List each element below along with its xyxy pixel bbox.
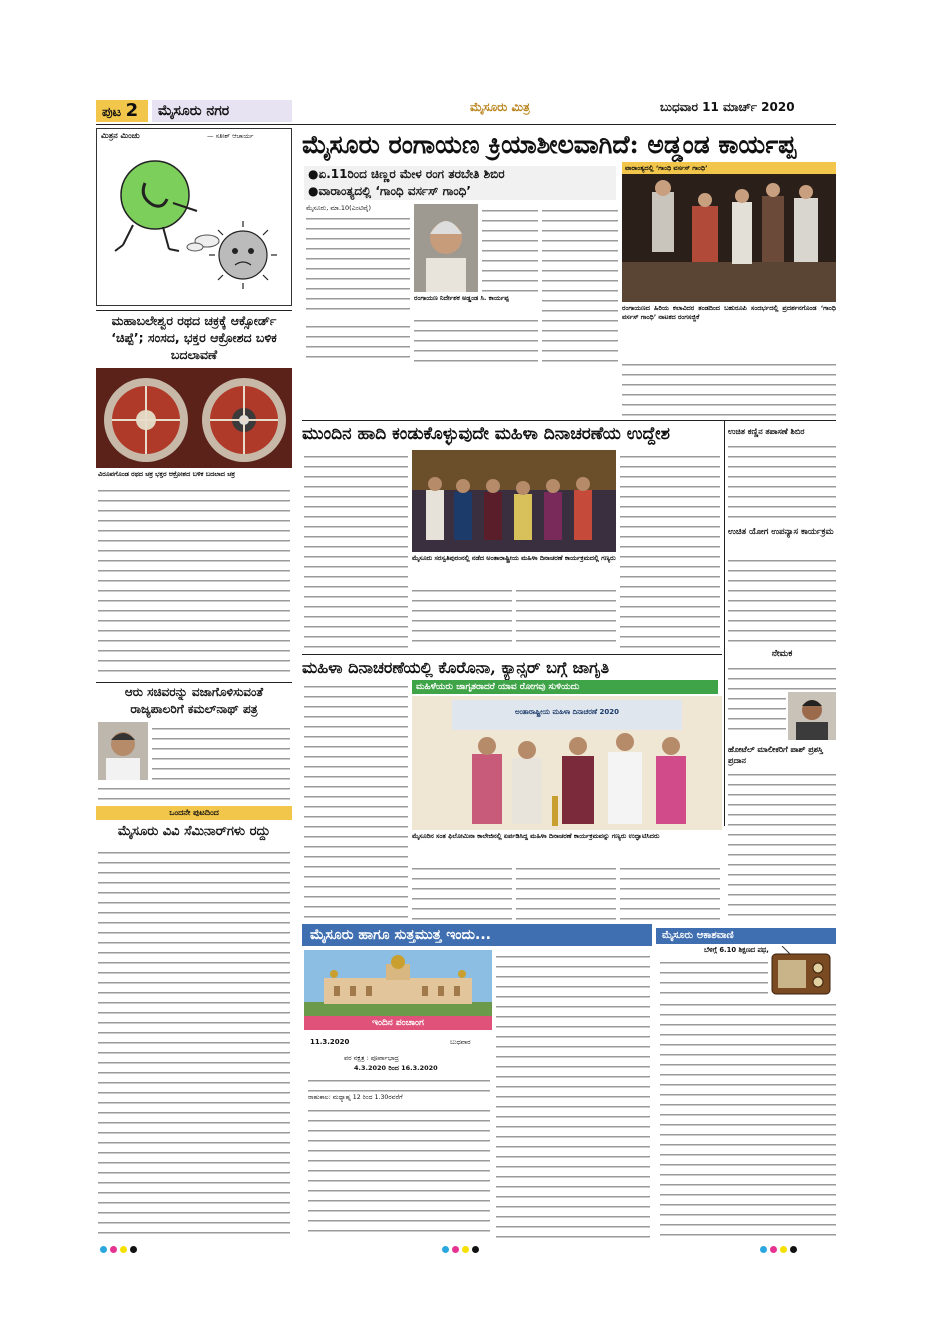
stage-group — [412, 450, 616, 552]
lead-headline: ಮೈಸೂರು ರಂಗಾಯಣ ಕ್ರಿಯಾಶೀಲವಾಗಿದೆ: ಅಡ್ಡಂಡ ಕಾರ್ಯಪ್ಪ — [302, 130, 797, 159]
seminar-body — [98, 846, 290, 1238]
politics-body-b — [98, 782, 152, 802]
chariot-wheels — [96, 368, 292, 468]
radio-first-line: ಬೆಳಿಗ್ಗೆ 6.10 ಶಿಕ್ಷಣದ ಪಥ, — [704, 946, 769, 954]
radio-listing-b — [660, 998, 836, 1238]
cancer-col-3 — [516, 862, 616, 920]
appointment-title: ನೇಮಕ — [771, 649, 793, 659]
lead-kicker-1: ●ಏ.11ರಿಂದ ಚಿಣ್ಣರ ಮೇಳ ರಂಗ ತರಬೇತಿ ಶಿಬಿರ — [308, 167, 505, 181]
event-banner-text: ಅಂತಾರಾಷ್ಟ್ರೀಯ ಮಹಿಳಾ ದಿನಾಚರಣೆ 2020 — [514, 708, 620, 716]
politics-mugshot — [98, 722, 148, 780]
cancer-photo-caption: ಮೈಸೂರಿನ ಸಂತ ಫಿಲೋಮಿನಾ ಕಾಲೇಜಿನಲ್ಲಿ ಏರ್ಪಡಿಸಿದ್ದ ಮಹಿಳಾ ದಿನಾಚರಣೆ ಕಾರ್ಯಕ್ರಮವನ್ನು ಗಣ್ಯರು ಉದ್ಘಾಟಿಸಿದರು — [412, 832, 660, 840]
lead-column-1b — [306, 320, 410, 364]
cartoon-drawing — [103, 143, 287, 303]
today-listing-2 — [496, 950, 650, 1238]
mahabaleshwar-headline: ಮಹಾಬಲೇಶ್ವರ ರಥದ ಚಕ್ರಕ್ಕೆ ಆಕ್ಸೋರ್ಡ್ ‘ಚಿಪ್ಪೆ’; ಸಂಸದ, ಭಕ್ತರ ಆಕ್ರೋಶದ ಬಳಿಕ ಬದಲಾವಣೆ — [111, 313, 277, 362]
seminar-headline: ಮೈಸೂರು ವಿವಿ ಸೆಮಿನಾರ್‌ಗಳು ರದ್ದು — [117, 824, 271, 839]
palace-photo — [304, 950, 492, 1016]
radio-title: ಮೈಸೂರು ಆಕಾಶವಾಣಿ — [656, 928, 836, 944]
politician-portrait — [98, 722, 148, 780]
appointee-photo — [788, 692, 836, 740]
panchanga-body — [308, 1074, 490, 1094]
appointment-body-a — [728, 662, 836, 690]
today-headline: ಮೈಸೂರು ಹಾಗೂ ಸುತ್ತಮುತ್ತ ಇಂದು... — [302, 924, 652, 946]
cancer-col-1 — [304, 680, 408, 920]
cancer-col-4 — [620, 862, 720, 920]
panchanga-date: 11.3.2020 — [310, 1038, 350, 1046]
lead-column-2a — [482, 204, 538, 292]
womens-day-col-2 — [412, 584, 512, 650]
panchanga-range: 4.3.2020 ರಿಂದ 16.3.2020 — [354, 1064, 438, 1072]
panchanga-nakshatra: ವರ ನಕ್ಷತ್ರ : ಪೂರ್ವಾಭಾದ್ರ — [344, 1054, 399, 1062]
chariot-wheel-photo — [96, 368, 292, 468]
today-listing-1 — [308, 1104, 490, 1238]
rule-left-1 — [96, 310, 292, 311]
continued-banner: ಒಂದನೇ ಪುಟದಿಂದ — [96, 806, 292, 820]
award-body — [728, 768, 836, 918]
eye-camp-body — [728, 440, 836, 522]
lecture-title: ಉಚಿತ ಯೋಗ ಉಪನ್ಯಾಸ ಕಾರ್ಯಕ್ರಮ — [728, 527, 834, 537]
award-title: ಹೋಟೆಲ್ ಮಾಲೀಕರಿಗೆ ಪಾಶ್ ಪ್ರಶಸ್ತಿ ಪ್ರದಾನ — [728, 745, 823, 765]
lead-byline: ಮೈಸೂರು, ಮಾ.10(ಎಂಟಿವೈ) — [306, 204, 372, 212]
rule-left-2 — [96, 682, 292, 683]
header-rule — [96, 124, 836, 125]
womens-day-col-1 — [304, 450, 408, 650]
appointee-portrait — [788, 692, 836, 740]
cartoon-title: ಮಿತ್ರನ ಮಿಂಚು — [101, 131, 140, 140]
lead-column-4 — [622, 358, 836, 418]
rule-mid-1 — [302, 420, 836, 421]
womens-day-col-3 — [516, 584, 616, 650]
lead-photo-caption: ರಂಗಾಯಣದ ಹಿರಿಯ ಕಲಾವಿದರ ತಂಡದಿಂದ ಬಹುರೂಪಿ ಸಂದರ್ಭದಲ್ಲಿ ಪ್ರದರ್ಶನಗೊಂಡ ‘ಗಾಂಧಿ ವರ್ಸಸ್ ಗಾಂಧಿ’ ನಾಟಕದ ರಂಗಸಜ್ಜಿಕೆ — [622, 304, 836, 321]
lead-mugshot — [414, 204, 478, 292]
chariot-photo-caption: ವಿರೂಪಗೊಂಡ ರಥದ ಚಕ್ರ ಭಕ್ತರ ಆಕ್ರೋಶದ ಬಳಿಕ ಬದಲಾದ ಚಕ್ರ — [98, 470, 235, 478]
womens-day-photo — [412, 450, 616, 552]
womens-day-caption: ಮೈಸೂರು ಸರಸ್ವತಿಪುರಂನಲ್ಲಿ ನಡೆದ ಅಂತಾರಾಷ್ಟ್ರೀಯ ಮಹಿಳಾ ದಿನಾಚರಣೆ ಕಾರ್ಯಕ್ರಮದಲ್ಲಿ ಗಣ್ಯರು — [412, 554, 616, 562]
cancer-photo — [412, 696, 722, 830]
section-title: ಮೈಸೂರು ನಗರ — [152, 100, 292, 122]
radio-listing-a — [660, 956, 768, 996]
womens-day-headline: ಮುಂದಿನ ಹಾದಿ ಕಂಡುಕೊಳ್ಳುವುದೇ ಮಹಿಳಾ ದಿನಾಚರಣೆಯ ಉದ್ದೇಶ — [302, 424, 670, 444]
color-registration-mid — [442, 1238, 482, 1257]
lead-kicker-2: ●ವಾರಾಂತ್ಯದಲ್ಲಿ ‘ಗಾಂಧಿ ವರ್ಸಸ್ ಗಾಂಧಿ’ — [308, 184, 471, 198]
cancer-headline: ಮಹಿಳಾ ದಿನಾಚರಣೆಯಲ್ಲಿ ಕೊರೊನಾ, ಕ್ಯಾನ್ಸರ್ ಬಗ್ಗೆ ಜಾಗೃತಿ — [302, 658, 610, 677]
page-number: 2 — [125, 100, 139, 121]
lead-kickers — [304, 166, 616, 200]
appointment-body-b — [728, 692, 786, 732]
color-registration-left — [100, 1238, 140, 1257]
rule-mid-2 — [302, 654, 722, 655]
masthead: ಮೈಸೂರು ಮಿತ್ರ — [470, 100, 530, 114]
lead-photo-tag: ವಾರಾಂತ್ಯದಲ್ಲಿ ‘ಗಾಂಧಿ ವರ್ಸಸ್ ಗಾಂಧಿ’ — [622, 162, 836, 174]
lead-column-2b — [414, 314, 538, 364]
mysore-palace — [304, 950, 492, 1016]
politics-body-a — [152, 722, 290, 802]
panchanga-rahukala: ರಾಹುಕಾಲ: ಮಧ್ಯಾಹ್ನ 12 ರಿಂದ 1.30ರವರೆಗೆ — [308, 1094, 403, 1101]
color-registration-right — [760, 1238, 800, 1257]
radio-icon — [770, 946, 832, 996]
cancer-col-2 — [412, 862, 512, 920]
lead-column-1 — [306, 212, 410, 318]
panchanga-weekday: ಬುಧವಾರ — [450, 1038, 471, 1046]
theatre-scene — [622, 162, 836, 302]
lead-mug-caption: ರಂಗಾಯಣ ನಿರ್ದೇಶಕ ಅಡ್ಡಂಡ ಸಿ. ಕಾರ್ಯಪ್ಪ — [414, 294, 509, 302]
lecture-body — [728, 554, 836, 644]
panchanga-title: ಇಂದಿನ ಪಂಚಾಂಗ — [304, 1016, 492, 1030]
page-label: ಪುಟ — [102, 105, 122, 120]
dateline: ಬುಧವಾರ 11 ಮಾರ್ಚ್ 2020 — [660, 100, 795, 114]
eye-camp-title: ಉಚಿತ ಕಣ್ಣಿನ ತಪಾಸಣೆ ಶಿಬಿರ — [728, 427, 805, 436]
mahabaleshwar-body — [98, 484, 290, 678]
lead-photo — [622, 162, 836, 302]
sidebar-rule — [724, 420, 725, 826]
womens-day-col-4 — [620, 450, 720, 650]
page-number-badge — [96, 100, 148, 122]
cartoon-author: — ಸತೀಶ್ ಆಚಾರ್ಯ — [207, 132, 254, 140]
politics-headline: ಆರು ಸಚಿವರನ್ನು ವಜಾಗೊಳಿಸುವಂತೆ ರಾಜ್ಯಪಾಲರಿಗೆ ಕಮಲ್‌ನಾಥ್ ಪತ್ರ — [124, 685, 264, 716]
cartoon-box — [96, 128, 292, 306]
mugshot-portrait — [414, 204, 478, 292]
lead-column-3 — [542, 204, 618, 364]
cancer-strap: ಮಹಿಳೆಯರು ಜಾಗೃತರಾದರೆ ಯಾವ ರೋಗವು ಸುಳಿಯದು — [412, 680, 718, 694]
